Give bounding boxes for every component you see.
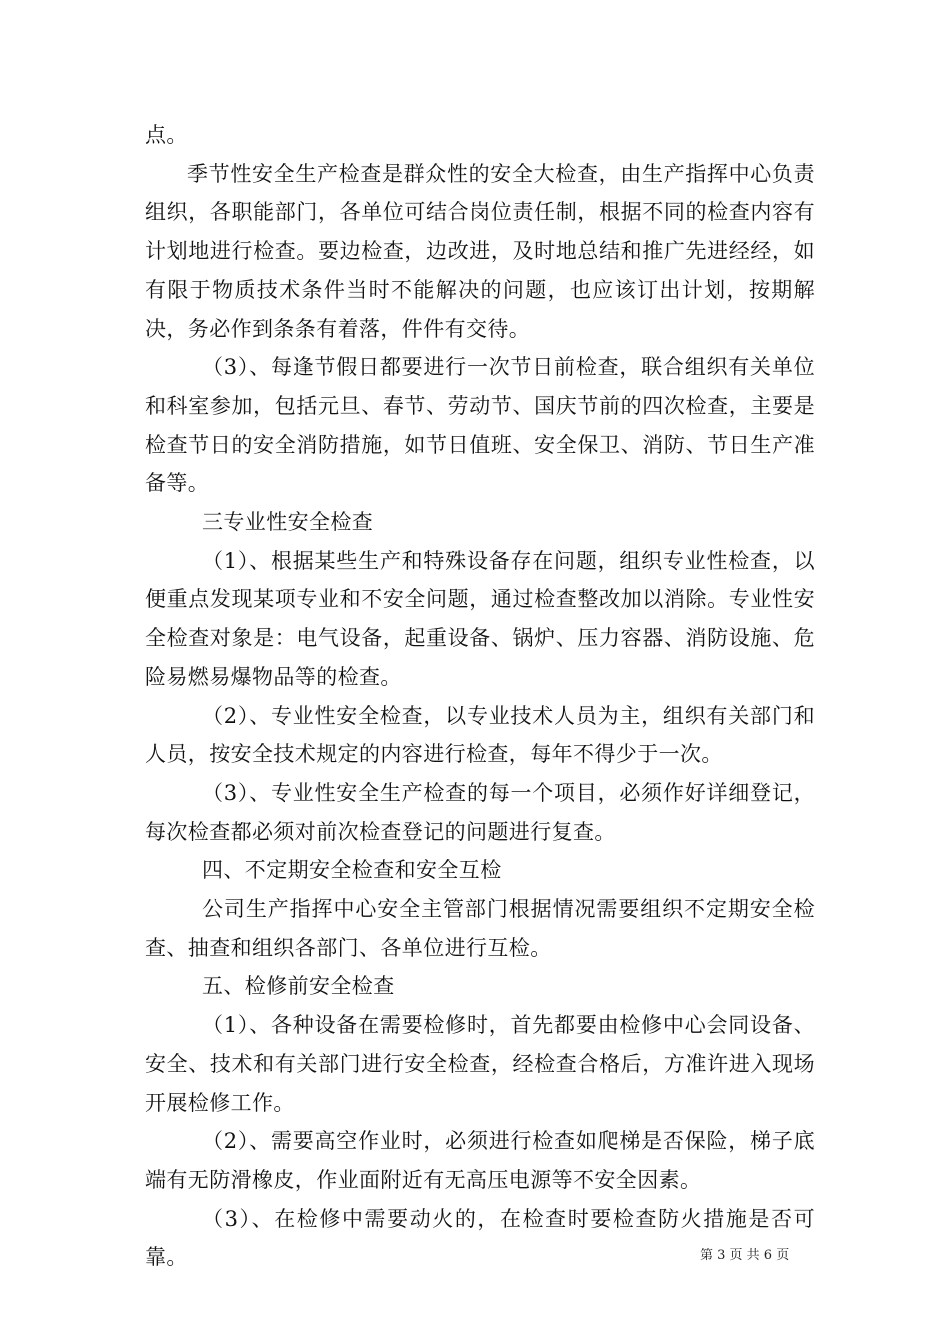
paragraph-seasonal-inspection: 季节性安全生产检查是群众性的安全大检查，由生产指挥中心负责组织，各职能部门，各单位可结合岗位责任制，根据不同的检查内容有计划地进行检查。要边检查，边改进，及时地总结和推广先进经经，如有限于物质技术条件当时不能解决的问题，也应该订出计划，按期解决，务必作到条条有着落，件件有交待。 <box>145 161 815 341</box>
paragraph-holiday-inspection: （3）、每逢节假日都要进行一次节日前检查，联合组织有关单位和科室参加，包括元旦、春节、劳动节、国庆节前的四次检查，主要是检查节日的安全消防措施，如节日值班、安全保卫、消防、节日生产准备等。 <box>145 355 815 496</box>
section-heading-professional-inspection: 三专业性安全检查 <box>202 510 374 535</box>
paragraph-professional-item-1: （1）、根据某些生产和特殊设备存在问题，组织专业性检查，以便重点发现某项专业和不安全问题，通过检查整改加以消除。专业性安全检查对象是：电气设备，起重设备、锅炉、压力容器、消防设施、危险易燃易爆物品等的检查。 <box>145 548 815 689</box>
paragraph-irregular-inspection: 公司生产指挥中心安全主管部门根据情况需要组织不定期安全检查、抽查和组织各部门、各单位进行互检。 <box>145 897 815 960</box>
section-heading-pre-maintenance: 五、检修前安全检查 <box>202 974 395 999</box>
page-number: 第 3 页 共 6 页 <box>700 1248 790 1263</box>
document-body <box>145 116 815 1277</box>
paragraph-maintenance-item-3: （3）、在检修中需要动火的，在检查时要检查防火措施是否可靠。 <box>145 1206 815 1270</box>
section-heading-irregular-inspection: 四、不定期安全检查和安全互检 <box>202 858 502 883</box>
paragraph-maintenance-item-1: （1）、各种设备在需要检修时，首先都要由检修中心会同设备、安全、技术和有关部门进行安全检查，经检查合格后，方准许进入现场开展检修工作。 <box>145 1013 815 1115</box>
paragraph-maintenance-item-2: （2）、需要高空作业时，必须进行检查如爬梯是否保险，梯子底端有无防滑橡皮，作业面附近有无高压电源等不安全因素。 <box>145 1129 815 1192</box>
paragraph-professional-item-3: （3）、专业性安全生产检查的每一个项目，必须作好详细登记，每次检查都必须对前次检查登记的问题进行复查。 <box>145 780 815 844</box>
paragraph-professional-item-2: （2）、专业性安全检查，以专业技术人员为主，组织有关部门和人员，按安全技术规定的内容进行检查，每年不得少于一次。 <box>145 703 815 767</box>
paragraph-continuation: 点。 <box>145 123 188 147</box>
